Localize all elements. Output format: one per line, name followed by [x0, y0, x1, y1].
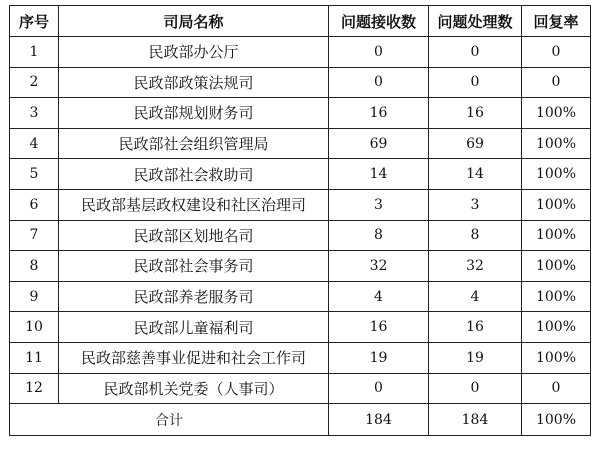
table-row [10, 312, 591, 343]
department-name-cell: 民政部政策法规司 [59, 67, 329, 98]
serial-number-cell: 9 [10, 281, 59, 312]
reply-rate-cell: 100% [522, 220, 591, 251]
reply-rate-cell: 100% [522, 281, 591, 312]
table-row [10, 220, 591, 251]
reply-rate-cell: 100% [522, 189, 591, 220]
header-received-count: 问题接收数 [329, 6, 429, 37]
table-row [10, 37, 591, 68]
department-name-cell: 民政部区划地名司 [59, 220, 329, 251]
serial-number-cell: 4 [10, 128, 59, 159]
processed-count-cell: 14 [429, 159, 522, 190]
department-name-cell: 民政部慈善事业促进和社会工作司 [59, 342, 329, 373]
reply-rate-cell: 100% [522, 312, 591, 343]
department-name-cell: 民政部儿童福利司 [59, 312, 329, 343]
received-count-cell: 19 [329, 342, 429, 373]
serial-number-cell: 6 [10, 189, 59, 220]
reply-rate-cell: 0 [522, 37, 591, 68]
serial-number-cell: 12 [10, 373, 59, 404]
department-name-cell: 民政部社会救助司 [59, 159, 329, 190]
serial-number-cell: 10 [10, 312, 59, 343]
table-footer [10, 404, 591, 436]
table-row [10, 189, 591, 220]
header-processed-count: 问题处理数 [429, 6, 522, 37]
reply-rate-cell: 100% [522, 159, 591, 190]
total-label: 合计 [10, 404, 329, 436]
statistics-table [9, 5, 591, 436]
table-row [10, 128, 591, 159]
header-serial-number: 序号 [10, 6, 59, 37]
serial-number-cell: 8 [10, 251, 59, 282]
department-name-cell: 民政部社会事务司 [59, 251, 329, 282]
table-body [10, 37, 591, 404]
department-name-cell: 民政部规划财务司 [59, 98, 329, 129]
processed-count-cell: 16 [429, 98, 522, 129]
table-row [10, 251, 591, 282]
reply-rate-cell: 100% [522, 342, 591, 373]
processed-count-cell: 19 [429, 342, 522, 373]
total-rate: 100% [522, 404, 591, 436]
processed-count-cell: 0 [429, 373, 522, 404]
total-row [10, 404, 591, 436]
header-department-name: 司局名称 [59, 6, 329, 37]
received-count-cell: 16 [329, 312, 429, 343]
received-count-cell: 14 [329, 159, 429, 190]
processed-count-cell: 32 [429, 251, 522, 282]
received-count-cell: 4 [329, 281, 429, 312]
serial-number-cell: 2 [10, 67, 59, 98]
header-reply-rate: 回复率 [522, 6, 591, 37]
table-row [10, 159, 591, 190]
received-count-cell: 3 [329, 189, 429, 220]
serial-number-cell: 3 [10, 98, 59, 129]
serial-number-cell: 5 [10, 159, 59, 190]
total-processed: 184 [429, 404, 522, 436]
received-count-cell: 16 [329, 98, 429, 129]
department-name-cell: 民政部养老服务司 [59, 281, 329, 312]
reply-rate-cell: 100% [522, 251, 591, 282]
table-container [9, 5, 590, 436]
table-row [10, 281, 591, 312]
received-count-cell: 0 [329, 373, 429, 404]
department-name-cell: 民政部基层政权建设和社区治理司 [59, 189, 329, 220]
processed-count-cell: 0 [429, 67, 522, 98]
department-name-cell: 民政部办公厅 [59, 37, 329, 68]
processed-count-cell: 69 [429, 128, 522, 159]
received-count-cell: 0 [329, 37, 429, 68]
reply-rate-cell: 0 [522, 67, 591, 98]
table-header [10, 6, 591, 37]
department-name-cell: 民政部机关党委（人事司） [59, 373, 329, 404]
processed-count-cell: 8 [429, 220, 522, 251]
serial-number-cell: 11 [10, 342, 59, 373]
received-count-cell: 69 [329, 128, 429, 159]
reply-rate-cell: 0 [522, 373, 591, 404]
processed-count-cell: 16 [429, 312, 522, 343]
table-row [10, 98, 591, 129]
department-name-cell: 民政部社会组织管理局 [59, 128, 329, 159]
table-row [10, 373, 591, 404]
received-count-cell: 32 [329, 251, 429, 282]
table-row [10, 67, 591, 98]
serial-number-cell: 1 [10, 37, 59, 68]
reply-rate-cell: 100% [522, 98, 591, 129]
header-row [10, 6, 591, 37]
processed-count-cell: 0 [429, 37, 522, 68]
received-count-cell: 0 [329, 67, 429, 98]
table-row [10, 342, 591, 373]
processed-count-cell: 3 [429, 189, 522, 220]
serial-number-cell: 7 [10, 220, 59, 251]
total-received: 184 [329, 404, 429, 436]
received-count-cell: 8 [329, 220, 429, 251]
reply-rate-cell: 100% [522, 128, 591, 159]
processed-count-cell: 4 [429, 281, 522, 312]
